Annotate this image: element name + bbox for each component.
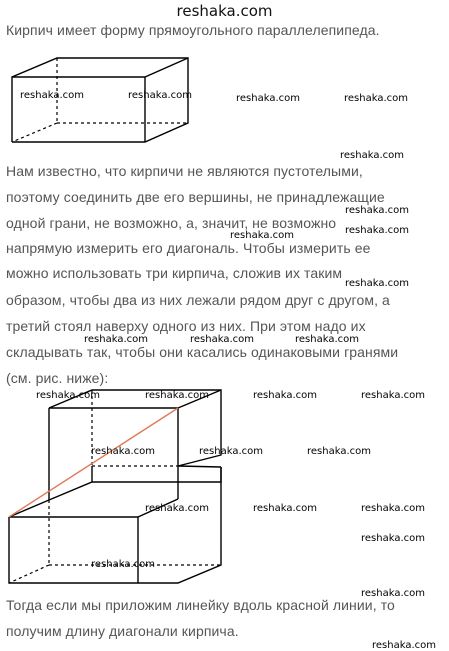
watermark: reshaka.com (361, 390, 425, 401)
watermark: reshaka.com (91, 559, 155, 570)
text-line: третий стоял наверху одного из них. При этом надо их (6, 318, 366, 334)
text-line: Нам известно, что кирпичи не являются пустотелыми, (6, 163, 363, 179)
text-line: (см. рис. ниже): (6, 370, 109, 386)
watermark: reshaka.com (372, 640, 436, 651)
watermark: reshaka.com (190, 334, 254, 345)
watermark: reshaka.com (295, 334, 359, 345)
watermark: reshaka.com (307, 446, 371, 457)
watermark: reshaka.com (199, 446, 263, 457)
watermark: reshaka.com (253, 390, 317, 401)
watermark: reshaka.com (230, 230, 294, 241)
intro-text: Кирпич имеет форму прямоугольного параллелепипеда. (6, 22, 380, 38)
watermark: reshaka.com (145, 503, 209, 514)
middle-brick-edge (178, 466, 221, 467)
watermark: reshaka.com (236, 93, 300, 104)
watermark: reshaka.com (145, 390, 209, 401)
site-header[interactable]: reshaka.com (176, 2, 273, 20)
watermark: reshaka.com (340, 150, 404, 161)
text-line: можно использовать три кирпича, сложив их таким (6, 265, 343, 281)
watermark: reshaka.com (91, 446, 155, 457)
watermark: reshaka.com (345, 225, 409, 236)
text-line: складывать так, чтобы они касались одинаковыми гранями (6, 344, 399, 360)
watermark: reshaka.com (345, 205, 409, 216)
text-line: получим длину диагонали кирпича. (6, 623, 239, 639)
hidden-edge (9, 565, 49, 583)
watermark: reshaka.com (36, 390, 100, 401)
watermark: reshaka.com (361, 533, 425, 544)
text-line: одной грани, не возможно, а, значит, не возможно (6, 215, 337, 231)
red-diagonal-line (9, 408, 178, 517)
watermark: reshaka.com (344, 93, 408, 104)
text-line: поэтому соединить две его вершины, не принадлежащие (6, 189, 385, 205)
text-line: Тогда если мы приложим линейку вдоль красной линии, то (6, 597, 395, 613)
watermark: reshaka.com (361, 588, 425, 599)
watermark: reshaka.com (345, 278, 409, 289)
watermark: reshaka.com (253, 503, 317, 514)
watermark: reshaka.com (84, 334, 148, 345)
text-line: образом, чтобы два из них лежали рядом друг с другом, а (6, 292, 390, 308)
watermark: reshaka.com (361, 503, 425, 514)
watermark: reshaka.com (20, 90, 84, 101)
bottom-brick-outline (9, 517, 221, 583)
bottom-brick-edge (9, 500, 49, 517)
watermark: reshaka.com (128, 90, 192, 101)
middle-brick-outline (49, 467, 221, 500)
text-line: напрямую измерить его диагональ. Чтобы измерить ее (6, 240, 371, 256)
